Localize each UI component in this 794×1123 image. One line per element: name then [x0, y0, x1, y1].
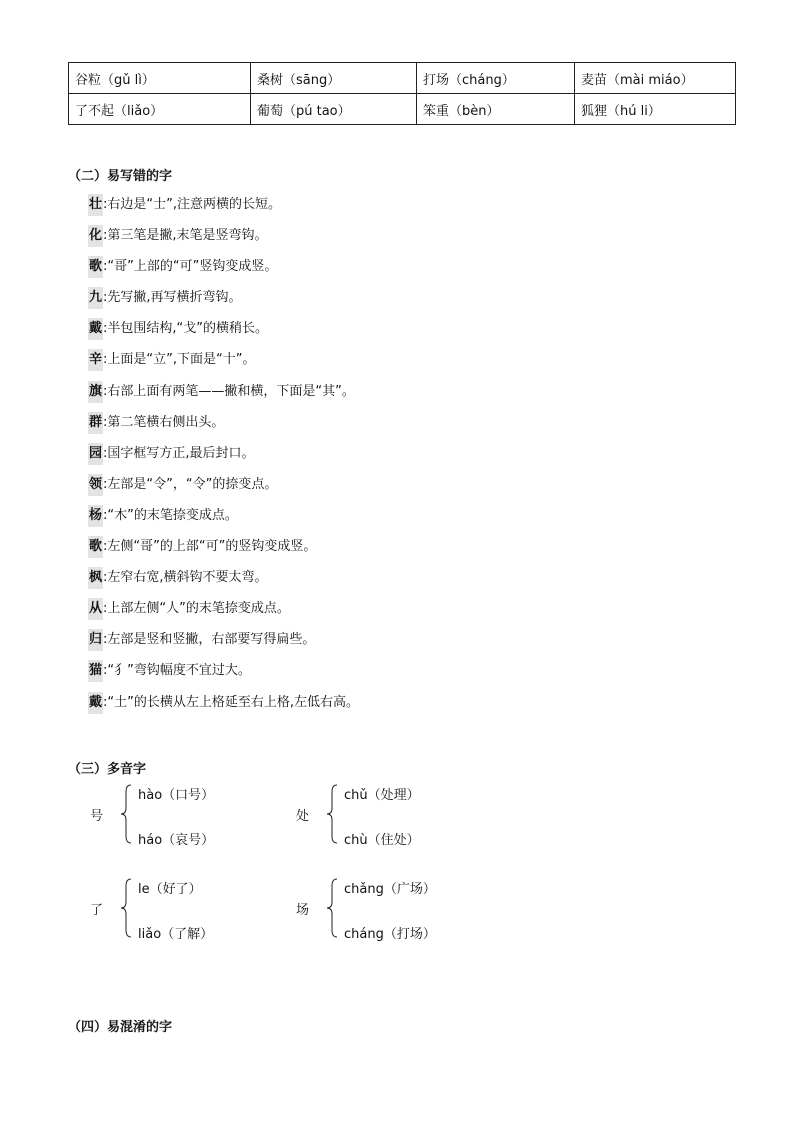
highlighted-char: 枫 [88, 567, 103, 589]
polyphonic-char: 号 [90, 809, 104, 824]
brace-icon [326, 784, 338, 844]
highlighted-char: 杨 [88, 505, 103, 527]
char-note: :“木”的末笔捺变成点。 [103, 507, 238, 523]
list-item [88, 412, 359, 443]
table-cell: 桑树（sāng） [251, 63, 417, 94]
reading: chǔ（处理） [344, 788, 420, 803]
list-item [88, 318, 359, 349]
reading: chǎng（广场） [344, 882, 436, 897]
reading: cháng（打场） [344, 927, 436, 942]
list-item [88, 381, 359, 412]
highlighted-char: 领 [88, 474, 103, 496]
polyphonic-group [90, 784, 290, 848]
char-note: :右边是“士”,注意两横的长短。 [103, 197, 281, 212]
char-note: :右部上面有两笔——撇和横，下面是“其”。 [103, 383, 355, 399]
highlighted-char: 从 [88, 598, 103, 620]
polyphonic-char: 处 [296, 809, 310, 824]
reading: hào（口号） [138, 788, 215, 803]
reading: háo（哀号） [138, 833, 215, 848]
reading: chù（住处） [344, 833, 420, 848]
char-note: :国字框写方正,最后封口。 [103, 445, 255, 461]
section-title-error-prone: （二）易写错的字 [68, 169, 173, 184]
highlighted-char: 归 [88, 629, 103, 651]
char-note: :第三笔是撇,末笔是竖弯钩。 [103, 228, 268, 244]
brace-icon [120, 878, 132, 938]
list-item [88, 567, 359, 598]
polyphonic-group [296, 784, 496, 848]
highlighted-char: 戴 [88, 318, 103, 340]
error-prone-list [88, 194, 359, 723]
highlighted-char: 戴 [88, 692, 103, 714]
list-item [88, 598, 359, 629]
reading: liǎo（了解） [138, 927, 214, 942]
brace-icon [326, 878, 338, 938]
table-cell: 了不起（liǎo） [69, 94, 251, 125]
list-item [88, 225, 359, 256]
polyphonic-char: 场 [296, 903, 310, 918]
highlighted-char: 壮 [88, 194, 103, 216]
char-note: :左侧“哥”的上部“可”的竖钩变成竖。 [103, 539, 317, 555]
char-note: :先写撇,再写横折弯钩。 [103, 290, 242, 306]
table-row [69, 63, 736, 94]
brace-icon [120, 784, 132, 844]
table-cell: 葡萄（pú tao） [251, 94, 417, 125]
vocab-table [68, 62, 736, 125]
char-note: :“犭”弯钩幅度不宜过大。 [103, 663, 251, 679]
table-cell: 狐狸（hú li） [575, 94, 736, 125]
list-item [88, 443, 359, 474]
polyphonic-group [90, 878, 290, 942]
list-item [88, 660, 359, 691]
section-title-confusable: （四）易混淆的字 [68, 1020, 173, 1035]
polyphonic-char: 了 [90, 903, 104, 918]
highlighted-char: 歌 [88, 256, 103, 278]
list-item [88, 349, 359, 380]
highlighted-char: 辛 [88, 349, 103, 371]
table-cell: 笨重（bèn） [417, 94, 575, 125]
char-note: :第二笔横右侧出头。 [103, 414, 225, 430]
polyphonic-group [296, 878, 496, 942]
char-note: :“土”的长横从左上格延至右上格,左低右高。 [103, 694, 359, 710]
highlighted-char: 九 [88, 287, 103, 309]
highlighted-char: 园 [88, 443, 103, 465]
list-item [88, 629, 359, 660]
highlighted-char: 旗 [88, 381, 103, 403]
reading: le（好了） [138, 882, 202, 897]
section-title-polyphonic: （三）多音字 [68, 762, 147, 777]
char-note: :左部是“令”，“令”的捺变点。 [103, 476, 278, 492]
table-cell: 打场（cháng） [417, 63, 575, 94]
table-cell: 谷粒（gǔ lì） [69, 63, 251, 94]
char-note: :左窄右宽,横斜钩不要太弯。 [103, 570, 268, 586]
char-note: :“哥”上部的“可”竖钩变成竖。 [103, 259, 278, 275]
table-cell: 麦苗（mài miáo） [575, 63, 736, 94]
list-item [88, 692, 359, 723]
list-item [88, 287, 359, 318]
highlighted-char: 猫 [88, 660, 103, 682]
char-note: :半包围结构,“戈”的横稍长。 [103, 321, 268, 337]
list-item [88, 536, 359, 567]
highlighted-char: 化 [88, 225, 103, 247]
char-note: :上面是“立”,下面是“十”。 [103, 352, 256, 368]
list-item [88, 474, 359, 505]
table-row [69, 94, 736, 125]
list-item [88, 194, 359, 225]
highlighted-char: 群 [88, 412, 103, 434]
highlighted-char: 歌 [88, 536, 103, 558]
list-item [88, 505, 359, 536]
list-item [88, 256, 359, 287]
char-note: :左部是竖和竖撇，右部要写得扁些。 [103, 632, 316, 648]
char-note: :上部左侧“人”的末笔捺变成点。 [103, 601, 290, 617]
